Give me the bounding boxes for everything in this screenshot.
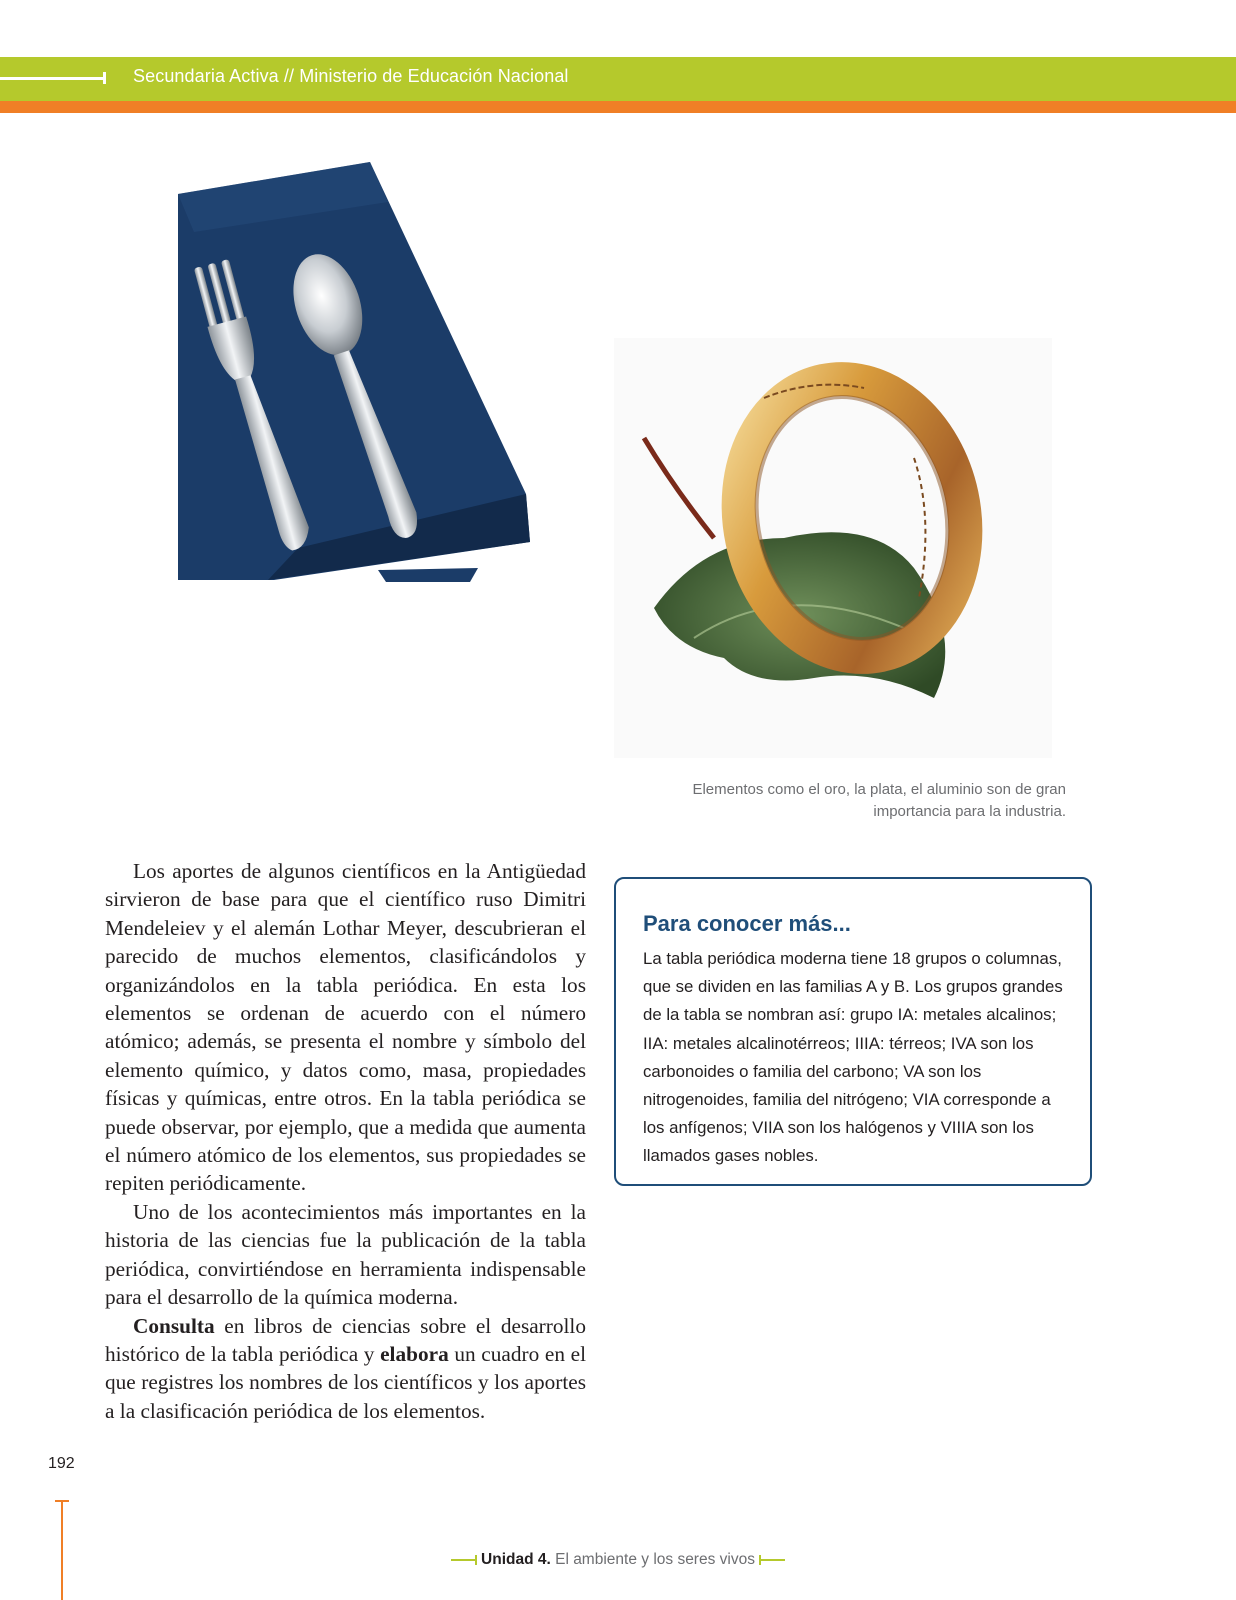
margin-line bbox=[61, 1500, 63, 1600]
footer-decoration-left bbox=[451, 1559, 477, 1561]
info-box-title: Para conocer más... bbox=[643, 911, 851, 936]
header-decorative-tick bbox=[103, 72, 106, 84]
gold-ring-photo bbox=[614, 338, 1052, 758]
activity-paragraph bbox=[105, 1312, 586, 1426]
image-caption: Elementos como el oro, la plata, el aluminio son de gran importancia para la industria. bbox=[692, 781, 1066, 820]
page-number: 192 bbox=[48, 1455, 75, 1472]
cutlery-photo bbox=[178, 162, 560, 592]
info-box-text: La tabla periódica moderna tiene 18 grupos o columnas, que se dividen en las familias A y B. Los grupos grandes de la tabla se nombran así: grupo IA: metales alcalinos; IIA: metales alcalinotérreos; IIIA: térreos; IVA son los carbonoides o familia del carbono; VA son los nitrogenoides, familia del nitrógeno; VIA corresponde a los anfígenos; VIIA son los halógenos y VIIIA son los llamados gases nobles. bbox=[643, 949, 1063, 1166]
header-decorative-line bbox=[0, 77, 104, 80]
header-title: Secundaria Activa // Ministerio de Educación Nacional bbox=[133, 66, 569, 86]
activity-text: un cuadro en el que registres los nombres de los científicos y los aportes a la clasificación periódica de los elementos. bbox=[105, 1341, 586, 1423]
info-box bbox=[614, 877, 1092, 1186]
footer-unit: Unidad 4. bbox=[481, 1551, 551, 1568]
margin-tick bbox=[55, 1500, 69, 1502]
header-accent-stripe bbox=[0, 101, 1236, 113]
footer bbox=[0, 1551, 1236, 1569]
paragraph: Uno de los acontecimientos más importantes en la historia de las ciencias fue la publicación de la tabla periódica, convirtiéndose en herramienta indispensable para el desarrollo de la química moderna. bbox=[105, 1199, 586, 1310]
activity-verb: Consulta bbox=[133, 1313, 215, 1338]
main-text bbox=[105, 857, 586, 1425]
activity-text: en libros de ciencias sobre el desarrollo histórico de la tabla periódica y bbox=[105, 1313, 586, 1366]
footer-decoration-right bbox=[759, 1559, 785, 1561]
paragraph: Los aportes de algunos científicos en la Antigüedad sirvieron de base para que el científico ruso Dimitri Mendeleiev y el alemán Lothar Meyer, descubrieran el parecido de muchos elementos, clasificándolos y organizándolos en la tabla periódica. En esta los elementos se ordenan de acuerdo con el número atómico; además, se presenta el nombre y símbolo del elemento químico, y datos como, masa, propiedades físicas y químicas, entre otros. En la tabla periódica se puede observar, por ejemplo, que a medida que aumenta el número atómico de los elementos, sus propiedades se repiten periódicamente. bbox=[105, 859, 586, 1196]
footer-title: El ambiente y los seres vivos bbox=[550, 1551, 755, 1568]
activity-verb: elabora bbox=[380, 1341, 449, 1366]
